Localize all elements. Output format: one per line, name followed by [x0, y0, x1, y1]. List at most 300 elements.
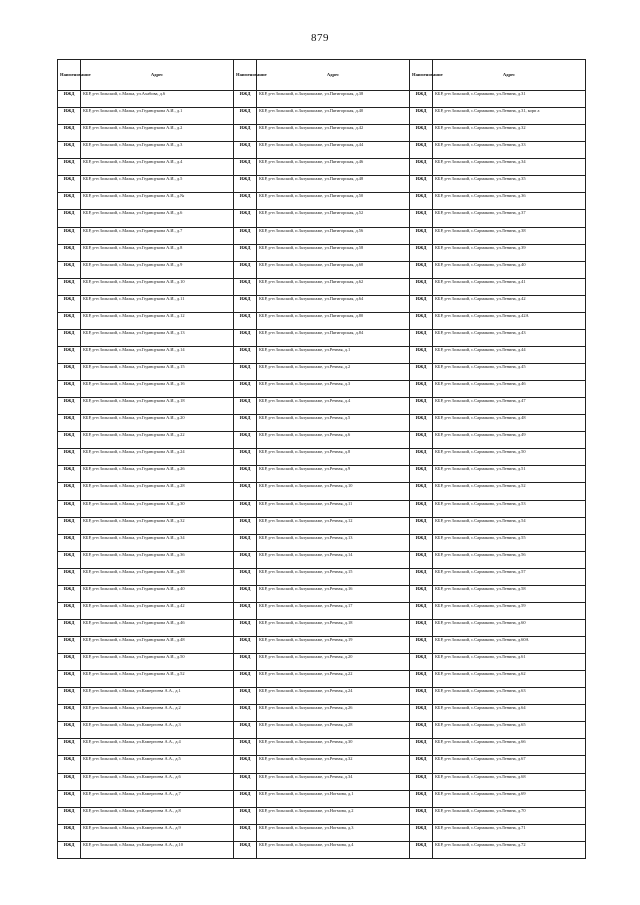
object-type-cell: ИЖД	[58, 773, 81, 790]
table-row	[58, 483, 586, 500]
address-cell: КБР, р-н Зольский, п.Залукокоаже, ул.Речная, д.2	[257, 364, 410, 381]
address-cell: КБР, р-н Зольский, п.Залукокоаже, ул.Речная, д.14	[257, 551, 410, 568]
object-type-cell: ИЖД	[234, 722, 257, 739]
address-cell: КБР, р-н Зольский, с.Сармаково, ул.Ленина, д.64	[433, 705, 586, 722]
address-cell: КБР, р-н Зольский, с.Сармаково, ул.Ленина, д.59	[433, 602, 586, 619]
address-cell: КБР, р-н Зольский, с.Малка, ул.Камергоева А.А., д.7	[81, 790, 234, 807]
address-cell: КБР, р-н Зольский, п.Залукокоаже, ул.Речная, д.1	[257, 346, 410, 363]
address-cell: КБР, р-н Зольский, с.Малка, ул.Геданцукова А.И., д.50	[81, 654, 234, 671]
address-cell: КБР, р-н Зольский, с.Сармаково, ул.Ленина, д.58	[433, 585, 586, 602]
address-cell: КБР, р-н Зольский, п.Залукокоаже, ул.Речная, д.18	[257, 619, 410, 636]
address-cell: КБР, р-н Зольский, п.Залукокоаже, ул.Речная, д.10	[257, 483, 410, 500]
address-cell: КБР, р-н Зольский, с.Малка, ул.Геданцукова А.И., д.36	[81, 551, 234, 568]
object-type-cell: ИЖД	[58, 125, 81, 142]
object-type-cell: ИЖД	[234, 654, 257, 671]
object-type-cell: ИЖД	[410, 841, 433, 858]
table-row	[58, 176, 586, 193]
address-cell: КБР, р-н Зольский, с.Сармаково, ул.Ленина, д.37	[433, 210, 586, 227]
address-cell: КБР, р-н Зольский, с.Малка, ул.Геданцукова А.И., д.34	[81, 534, 234, 551]
object-type-cell: ИЖД	[58, 705, 81, 722]
address-cell: КБР, р-н Зольский, с.Сармаково, ул.Ленина, д.47	[433, 398, 586, 415]
address-cell: КБР, р-н Зольский, п.Залукокоаже, ул.Пятигорская, д.50	[257, 193, 410, 210]
table-row	[58, 227, 586, 244]
object-type-cell: ИЖД	[234, 193, 257, 210]
object-type-cell: ИЖД	[410, 108, 433, 125]
object-type-cell: ИЖД	[58, 227, 81, 244]
object-type-cell: ИЖД	[410, 244, 433, 261]
address-cell: КБР, р-н Зольский, п.Залукокоаже, ул.Речная, д.3	[257, 381, 410, 398]
address-cell: КБР, р-н Зольский, с.Малка, ул.Геданцукова А.И., д.38	[81, 568, 234, 585]
table-row	[58, 807, 586, 824]
object-type-cell: ИЖД	[58, 568, 81, 585]
object-type-cell: ИЖД	[234, 227, 257, 244]
object-type-cell: ИЖД	[58, 841, 81, 858]
address-cell: КБР, р-н Зольский, с.Сармаково, ул.Ленина, д.68	[433, 773, 586, 790]
table-header-row	[58, 60, 586, 91]
object-type-cell: ИЖД	[234, 432, 257, 449]
object-type-cell: ИЖД	[234, 585, 257, 602]
object-type-cell: ИЖД	[58, 824, 81, 841]
object-type-cell: ИЖД	[410, 773, 433, 790]
address-cell: КБР, р-н Зольский, с.Сармаково, ул.Ленина, д.54	[433, 517, 586, 534]
object-type-cell: ИЖД	[234, 756, 257, 773]
address-cell: КБР, р-н Зольский, с.Малка, ул.Геданцукова А.И., д.9	[81, 261, 234, 278]
object-type-cell: ИЖД	[58, 756, 81, 773]
address-cell: КБР, р-н Зольский, с.Сармаково, ул.Ленина, д.66	[433, 739, 586, 756]
address-cell: КБР, р-н Зольский, с.Сармаково, ул.Ленина, д.53	[433, 500, 586, 517]
object-type-cell: ИЖД	[234, 619, 257, 636]
address-cell: КБР, р-н Зольский, с.Малка, ул.Ахабова, д.6	[81, 91, 234, 108]
address-cell: КБР, р-н Зольский, п.Залукокоаже, ул.Пятигорская, д.42	[257, 125, 410, 142]
table-row	[58, 722, 586, 739]
address-cell: КБР, р-н Зольский, с.Сармаково, ул.Ленина, д.52	[433, 483, 586, 500]
object-type-cell: ИЖД	[234, 329, 257, 346]
table-row	[58, 329, 586, 346]
table-row	[58, 142, 586, 159]
address-cell: КБР, р-н Зольский, п.Залукокоаже, ул.Речная, д.17	[257, 602, 410, 619]
object-type-cell: ИЖД	[234, 398, 257, 415]
address-cell: КБР, р-н Зольский, с.Сармаково, ул.Ленина, д.38	[433, 227, 586, 244]
table-row	[58, 756, 586, 773]
address-cell: КБР, р-н Зольский, с.Сармаково, ул.Ленина, д.55	[433, 534, 586, 551]
object-type-cell: ИЖД	[410, 824, 433, 841]
object-type-cell: ИЖД	[234, 483, 257, 500]
table-row	[58, 364, 586, 381]
address-cell: КБР, р-н Зольский, с.Малка, ул.Камергоева А.А., д.8	[81, 807, 234, 824]
address-cell: КБР, р-н Зольский, с.Малка, ул.Геданцукова А.И., д.5	[81, 176, 234, 193]
address-cell: КБР, р-н Зольский, с.Сармаково, ул.Ленина, д.56	[433, 551, 586, 568]
object-type-cell: ИЖД	[234, 346, 257, 363]
table-row	[58, 705, 586, 722]
address-cell: КБР, р-н Зольский, с.Малка, ул.Геданцукова А.И., д.№	[81, 193, 234, 210]
object-type-cell: ИЖД	[58, 688, 81, 705]
table-row	[58, 449, 586, 466]
object-type-cell: ИЖД	[410, 346, 433, 363]
address-cell: КБР, р-н Зольский, п.Залукокоаже, ул.Речная, д.8	[257, 449, 410, 466]
header-type-3: Наименование	[410, 60, 433, 91]
object-type-cell: ИЖД	[58, 500, 81, 517]
address-cell: КБР, р-н Зольский, с.Сармаково, ул.Ленина, д.71	[433, 824, 586, 841]
table-row	[58, 244, 586, 261]
address-cell: КБР, р-н Зольский, с.Сармаково, ул.Ленина, д.39	[433, 244, 586, 261]
object-type-cell: ИЖД	[58, 312, 81, 329]
address-cell: КБР, р-н Зольский, п.Залукокоаже, ул.Речная, д.19	[257, 637, 410, 654]
address-cell: КБР, р-н Зольский, с.Сармаково, ул.Ленина, д.50	[433, 449, 586, 466]
address-cell: КБР, р-н Зольский, п.Залукокоаже, ул.Пятигорская, д.84	[257, 329, 410, 346]
object-type-cell: ИЖД	[234, 364, 257, 381]
address-cell: КБР, р-н Зольский, п.Залукокоаже, ул.Пятигорская, д.48	[257, 176, 410, 193]
object-type-cell: ИЖД	[410, 671, 433, 688]
table-row	[58, 500, 586, 517]
address-cell: КБР, р-н Зольский, п.Залукокоаже, ул.Пятигорская, д.64	[257, 295, 410, 312]
table-row	[58, 637, 586, 654]
address-cell: КБР, р-н Зольский, п.Залукокоаже, ул.Ногмова, д.1	[257, 790, 410, 807]
table-row	[58, 312, 586, 329]
address-cell: КБР, р-н Зольский, п.Залукокоаже, ул.Ногмова, д.3	[257, 824, 410, 841]
object-type-cell: ИЖД	[410, 398, 433, 415]
object-type-cell: ИЖД	[58, 346, 81, 363]
table-row	[58, 841, 586, 858]
object-type-cell: ИЖД	[234, 159, 257, 176]
object-type-cell: ИЖД	[410, 688, 433, 705]
object-type-cell: ИЖД	[234, 261, 257, 278]
table-row	[58, 346, 586, 363]
object-type-cell: ИЖД	[234, 517, 257, 534]
object-type-cell: ИЖД	[234, 807, 257, 824]
object-type-cell: ИЖД	[234, 108, 257, 125]
object-type-cell: ИЖД	[410, 159, 433, 176]
address-cell: КБР, р-н Зольский, с.Малка, ул.Камергоева А.А., д.1	[81, 688, 234, 705]
object-type-cell: ИЖД	[234, 637, 257, 654]
table-row	[58, 125, 586, 142]
table-row	[58, 688, 586, 705]
address-cell: КБР, р-н Зольский, п.Залукокоаже, ул.Речная, д.5	[257, 415, 410, 432]
object-type-cell: ИЖД	[410, 500, 433, 517]
object-type-cell: ИЖД	[234, 142, 257, 159]
address-cell: КБР, р-н Зольский, п.Залукокоаже, ул.Пятигорская, д.56	[257, 227, 410, 244]
address-cell: КБР, р-н Зольский, п.Залукокоаже, ул.Речная, д.22	[257, 671, 410, 688]
address-cell: КБР, р-н Зольский, с.Малка, ул.Геданцукова А.И., д.32	[81, 517, 234, 534]
object-type-cell: ИЖД	[410, 227, 433, 244]
address-cell: КБР, р-н Зольский, с.Сармаково, ул.Ленина, д.41	[433, 278, 586, 295]
table-row	[58, 278, 586, 295]
address-cell: КБР, р-н Зольский, с.Малка, ул.Геданцукова А.И., д.12	[81, 312, 234, 329]
address-cell: КБР, р-н Зольский, с.Сармаково, ул.Ленина, д.45	[433, 364, 586, 381]
address-cell: КБР, р-н Зольский, с.Малка, ул.Геданцукова А.И., д.24	[81, 449, 234, 466]
address-cell: КБР, р-н Зольский, п.Залукокоаже, ул.Речная, д.24	[257, 688, 410, 705]
address-cell: КБР, р-н Зольский, п.Залукокоаже, ул.Пятигорская, д.38	[257, 91, 410, 108]
object-type-cell: ИЖД	[410, 329, 433, 346]
address-cell: КБР, р-н Зольский, п.Залукокоаже, ул.Речная, д.30	[257, 739, 410, 756]
address-cell: КБР, р-н Зольский, п.Залукокоаже, ул.Пятигорская, д.60	[257, 261, 410, 278]
object-type-cell: ИЖД	[58, 466, 81, 483]
object-type-cell: ИЖД	[410, 756, 433, 773]
address-cell: КБР, р-н Зольский, с.Сармаково, ул.Ленина, д.49	[433, 432, 586, 449]
object-type-cell: ИЖД	[410, 568, 433, 585]
object-type-cell: ИЖД	[58, 381, 81, 398]
table-row	[58, 193, 586, 210]
object-type-cell: ИЖД	[410, 432, 433, 449]
address-cell: КБР, р-н Зольский, с.Малка, ул.Геданцукова А.И., д.30	[81, 500, 234, 517]
address-cell: КБР, р-н Зольский, с.Малка, ул.Камергоева А.А., д.2	[81, 705, 234, 722]
table-row	[58, 654, 586, 671]
address-cell: КБР, р-н Зольский, с.Сармаково, ул.Ленина, д.63	[433, 688, 586, 705]
address-cell: КБР, р-н Зольский, с.Сармаково, ул.Ленина, д.60А	[433, 637, 586, 654]
address-cell: КБР, р-н Зольский, с.Малка, ул.Камергоева А.А., д.9	[81, 824, 234, 841]
object-type-cell: ИЖД	[410, 637, 433, 654]
table-row	[58, 159, 586, 176]
address-cell: КБР, р-н Зольский, с.Сармаково, ул.Ленина, д.70	[433, 807, 586, 824]
address-cell: КБР, р-н Зольский, с.Малка, ул.Геданцукова А.И., д.11	[81, 295, 234, 312]
object-type-cell: ИЖД	[234, 790, 257, 807]
object-type-cell: ИЖД	[58, 432, 81, 449]
object-type-cell: ИЖД	[410, 739, 433, 756]
object-type-cell: ИЖД	[234, 295, 257, 312]
address-cell: КБР, р-н Зольский, п.Залукокоаже, ул.Пятигорская, д.40	[257, 108, 410, 125]
address-cell: КБР, р-н Зольский, п.Залукокоаже, ул.Речная, д.15	[257, 568, 410, 585]
object-type-cell: ИЖД	[58, 210, 81, 227]
address-cell: КБР, р-н Зольский, п.Залукокоаже, ул.Речная, д.20	[257, 654, 410, 671]
object-type-cell: ИЖД	[58, 278, 81, 295]
object-type-cell: ИЖД	[410, 807, 433, 824]
object-type-cell: ИЖД	[58, 739, 81, 756]
address-cell: КБР, р-н Зольский, с.Малка, ул.Геданцукова А.И., д.20	[81, 415, 234, 432]
object-type-cell: ИЖД	[234, 739, 257, 756]
address-cell: КБР, р-н Зольский, с.Сармаково, ул.Ленина, д.46	[433, 381, 586, 398]
address-cell: КБР, р-н Зольский, п.Залукокоаже, ул.Речная, д.32	[257, 756, 410, 773]
address-cell: КБР, р-н Зольский, п.Залукокоаже, ул.Пятигорская, д.62	[257, 278, 410, 295]
object-type-cell: ИЖД	[234, 312, 257, 329]
address-cell: КБР, р-н Зольский, с.Сармаково, ул.Ленина, д.57	[433, 568, 586, 585]
table-row	[58, 739, 586, 756]
object-type-cell: ИЖД	[410, 278, 433, 295]
object-type-cell: ИЖД	[410, 364, 433, 381]
object-type-cell: ИЖД	[234, 466, 257, 483]
address-cell: КБР, р-н Зольский, с.Малка, ул.Геданцукова А.И., д.1	[81, 108, 234, 125]
address-cell: КБР, р-н Зольский, с.Малка, ул.Геданцукова А.И., д.40	[81, 585, 234, 602]
address-table	[57, 59, 586, 859]
object-type-cell: ИЖД	[410, 91, 433, 108]
table-row	[58, 585, 586, 602]
address-cell: КБР, р-н Зольский, с.Малка, ул.Камергоева А.А., д.3	[81, 722, 234, 739]
address-cell: КБР, р-н Зольский, п.Залукокоаже, ул.Речная, д.9	[257, 466, 410, 483]
address-cell: КБР, р-н Зольский, с.Малка, ул.Геданцукова А.И., д.7	[81, 227, 234, 244]
address-cell: КБР, р-н Зольский, с.Малка, ул.Геданцукова А.И., д.4	[81, 159, 234, 176]
address-cell: КБР, р-н Зольский, п.Залукокоаже, ул.Речная, д.16	[257, 585, 410, 602]
object-type-cell: ИЖД	[58, 602, 81, 619]
address-cell: КБР, р-н Зольский, с.Малка, ул.Геданцукова А.И., д.46	[81, 619, 234, 636]
address-cell: КБР, р-н Зольский, с.Малка, ул.Геданцукова А.И., д.18	[81, 398, 234, 415]
table-row	[58, 551, 586, 568]
address-cell: КБР, р-н Зольский, с.Малка, ул.Геданцукова А.И., д.10	[81, 278, 234, 295]
address-cell: КБР, р-н Зольский, с.Сармаково, ул.Ленина, д.35	[433, 176, 586, 193]
object-type-cell: ИЖД	[58, 398, 81, 415]
table-body	[58, 91, 586, 859]
table-row	[58, 824, 586, 841]
address-cell: КБР, р-н Зольский, п.Залукокоаже, ул.Речная, д.13	[257, 534, 410, 551]
address-cell: КБР, р-н Зольский, с.Сармаково, ул.Ленина, д.51	[433, 466, 586, 483]
table-row	[58, 261, 586, 278]
object-type-cell: ИЖД	[410, 142, 433, 159]
object-type-cell: ИЖД	[410, 654, 433, 671]
table-row	[58, 517, 586, 534]
object-type-cell: ИЖД	[234, 500, 257, 517]
address-cell: КБР, р-н Зольский, п.Залукокоаже, ул.Речная, д.26	[257, 705, 410, 722]
address-cell: КБР, р-н Зольский, с.Малка, ул.Геданцукова А.И., д.16	[81, 381, 234, 398]
address-cell: КБР, р-н Зольский, с.Малка, ул.Геданцукова А.И., д.2	[81, 125, 234, 142]
object-type-cell: ИЖД	[410, 449, 433, 466]
object-type-cell: ИЖД	[58, 91, 81, 108]
object-type-cell: ИЖД	[234, 244, 257, 261]
address-cell: КБР, р-н Зольский, п.Залукокоаже, ул.Ногмова, д.4	[257, 841, 410, 858]
address-cell: КБР, р-н Зольский, с.Малка, ул.Геданцукова А.И., д.22	[81, 432, 234, 449]
address-cell: КБР, р-н Зольский, с.Сармаково, ул.Ленина, д.69	[433, 790, 586, 807]
table-row	[58, 398, 586, 415]
object-type-cell: ИЖД	[410, 483, 433, 500]
header-type-1: Наименование	[58, 60, 81, 91]
object-type-cell: ИЖД	[410, 125, 433, 142]
address-cell: КБР, р-н Зольский, с.Сармаково, ул.Ленина, д.72	[433, 841, 586, 858]
object-type-cell: ИЖД	[410, 602, 433, 619]
object-type-cell: ИЖД	[410, 585, 433, 602]
address-cell: КБР, р-н Зольский, с.Малка, ул.Геданцукова А.И., д.15	[81, 364, 234, 381]
object-type-cell: ИЖД	[58, 329, 81, 346]
header-address-2: Адрес	[257, 60, 410, 91]
table-row	[58, 619, 586, 636]
object-type-cell: ИЖД	[410, 534, 433, 551]
address-cell: КБР, р-н Зольский, п.Залукокоаже, ул.Речная, д.4	[257, 398, 410, 415]
address-cell: КБР, р-н Зольский, с.Сармаково, ул.Ленина, д.36	[433, 193, 586, 210]
address-cell: КБР, р-н Зольский, с.Сармаково, ул.Ленина, д.34	[433, 159, 586, 176]
address-cell: КБР, р-н Зольский, с.Сармаково, ул.Ленина, д.61	[433, 654, 586, 671]
table-row	[58, 108, 586, 125]
object-type-cell: ИЖД	[234, 415, 257, 432]
object-type-cell: ИЖД	[234, 278, 257, 295]
object-type-cell: ИЖД	[58, 295, 81, 312]
table-row	[58, 671, 586, 688]
header-type-2: Наименование	[234, 60, 257, 91]
address-cell: КБР, р-н Зольский, п.Залукокоаже, ул.Пятигорская, д.46	[257, 159, 410, 176]
object-type-cell: ИЖД	[234, 125, 257, 142]
object-type-cell: ИЖД	[234, 841, 257, 858]
table-row	[58, 773, 586, 790]
object-type-cell: ИЖД	[58, 619, 81, 636]
address-cell: КБР, р-н Зольский, п.Залукокоаже, ул.Пятигорская, д.80	[257, 312, 410, 329]
object-type-cell: ИЖД	[410, 619, 433, 636]
object-type-cell: ИЖД	[410, 312, 433, 329]
object-type-cell: ИЖД	[58, 637, 81, 654]
address-cell: КБР, р-н Зольский, п.Залукокоаже, ул.Пятигорская, д.52	[257, 210, 410, 227]
object-type-cell: ИЖД	[58, 654, 81, 671]
address-cell: КБР, р-н Зольский, с.Малка, ул.Геданцукова А.И., д.42	[81, 602, 234, 619]
object-type-cell: ИЖД	[234, 568, 257, 585]
object-type-cell: ИЖД	[410, 193, 433, 210]
address-cell: КБР, р-н Зольский, п.Залукокоаже, ул.Речная, д.6	[257, 432, 410, 449]
address-cell: КБР, р-н Зольский, с.Сармаково, ул.Ленина, д.67	[433, 756, 586, 773]
object-type-cell: ИЖД	[58, 142, 81, 159]
object-type-cell: ИЖД	[58, 807, 81, 824]
object-type-cell: ИЖД	[58, 585, 81, 602]
address-cell: КБР, р-н Зольский, с.Сармаково, ул.Ленина, д.60	[433, 619, 586, 636]
address-cell: КБР, р-н Зольский, с.Сармаково, ул.Ленина, д.42А	[433, 312, 586, 329]
address-cell: КБР, р-н Зольский, с.Сармаково, ул.Ленина, д.62	[433, 671, 586, 688]
address-cell: КБР, р-н Зольский, с.Сармаково, ул.Ленина, д.65	[433, 722, 586, 739]
object-type-cell: ИЖД	[410, 210, 433, 227]
header-address-1: Адрес	[81, 60, 234, 91]
object-type-cell: ИЖД	[234, 705, 257, 722]
table-row	[58, 432, 586, 449]
object-type-cell: ИЖД	[410, 261, 433, 278]
object-type-cell: ИЖД	[234, 551, 257, 568]
table-row	[58, 534, 586, 551]
address-cell: КБР, р-н Зольский, п.Залукокоаже, ул.Речная, д.34	[257, 773, 410, 790]
address-cell: КБР, р-н Зольский, с.Малка, ул.Камергоева А.А., д.6	[81, 773, 234, 790]
object-type-cell: ИЖД	[234, 688, 257, 705]
object-type-cell: ИЖД	[58, 483, 81, 500]
header-address-3: Адрес	[433, 60, 586, 91]
address-cell: КБР, р-н Зольский, с.Малка, ул.Геданцукова А.И., д.28	[81, 483, 234, 500]
address-cell: КБР, р-н Зольский, с.Сармаково, ул.Ленина, д.40	[433, 261, 586, 278]
table-row	[58, 210, 586, 227]
object-type-cell: ИЖД	[410, 722, 433, 739]
object-type-cell: ИЖД	[410, 295, 433, 312]
object-type-cell: ИЖД	[58, 551, 81, 568]
address-cell: КБР, р-н Зольский, п.Залукокоаже, ул.Речная, д.11	[257, 500, 410, 517]
table-row	[58, 790, 586, 807]
object-type-cell: ИЖД	[58, 449, 81, 466]
object-type-cell: ИЖД	[58, 108, 81, 125]
address-cell: КБР, р-н Зольский, с.Малка, ул.Геданцукова А.И., д.8	[81, 244, 234, 261]
address-cell: КБР, р-н Зольский, с.Сармаково, ул.Ленина, д.31	[433, 91, 586, 108]
address-cell: КБР, р-н Зольский, с.Малка, ул.Геданцукова А.И., д.14	[81, 346, 234, 363]
table-row	[58, 91, 586, 108]
object-type-cell: ИЖД	[58, 722, 81, 739]
address-cell: КБР, р-н Зольский, с.Малка, ул.Геданцукова А.И., д.48	[81, 637, 234, 654]
object-type-cell: ИЖД	[58, 415, 81, 432]
object-type-cell: ИЖД	[58, 364, 81, 381]
object-type-cell: ИЖД	[410, 551, 433, 568]
table-row	[58, 568, 586, 585]
object-type-cell: ИЖД	[234, 210, 257, 227]
object-type-cell: ИЖД	[410, 381, 433, 398]
object-type-cell: ИЖД	[234, 671, 257, 688]
table-row	[58, 381, 586, 398]
object-type-cell: ИЖД	[234, 449, 257, 466]
object-type-cell: ИЖД	[234, 602, 257, 619]
address-cell: КБР, р-н Зольский, с.Сармаково, ул.Ленина, д.33	[433, 142, 586, 159]
object-type-cell: ИЖД	[410, 466, 433, 483]
object-type-cell: ИЖД	[58, 671, 81, 688]
address-cell: КБР, р-н Зольский, с.Малка, ул.Геданцукова А.И., д.6	[81, 210, 234, 227]
address-cell: КБР, р-н Зольский, п.Залукокоаже, ул.Ногмова, д.2	[257, 807, 410, 824]
address-cell: КБР, р-н Зольский, с.Малка, ул.Камергоева А.А., д.5	[81, 756, 234, 773]
object-type-cell: ИЖД	[58, 159, 81, 176]
address-cell: КБР, р-н Зольский, с.Малка, ул.Геданцукова А.И., д.13	[81, 329, 234, 346]
address-cell: КБР, р-н Зольский, с.Сармаково, ул.Ленина, д.31, корп а	[433, 108, 586, 125]
object-type-cell: ИЖД	[234, 773, 257, 790]
address-cell: КБР, р-н Зольский, с.Малка, ул.Камергоева А.А., д.4	[81, 739, 234, 756]
object-type-cell: ИЖД	[234, 91, 257, 108]
table-row	[58, 466, 586, 483]
address-cell: КБР, р-н Зольский, п.Залукокоаже, ул.Пятигорская, д.44	[257, 142, 410, 159]
object-type-cell: ИЖД	[410, 705, 433, 722]
table-row	[58, 295, 586, 312]
object-type-cell: ИЖД	[234, 381, 257, 398]
object-type-cell: ИЖД	[234, 824, 257, 841]
object-type-cell: ИЖД	[410, 790, 433, 807]
object-type-cell: ИЖД	[58, 534, 81, 551]
address-cell: КБР, р-н Зольский, с.Малка, ул.Камергоева А.А., д.10	[81, 841, 234, 858]
